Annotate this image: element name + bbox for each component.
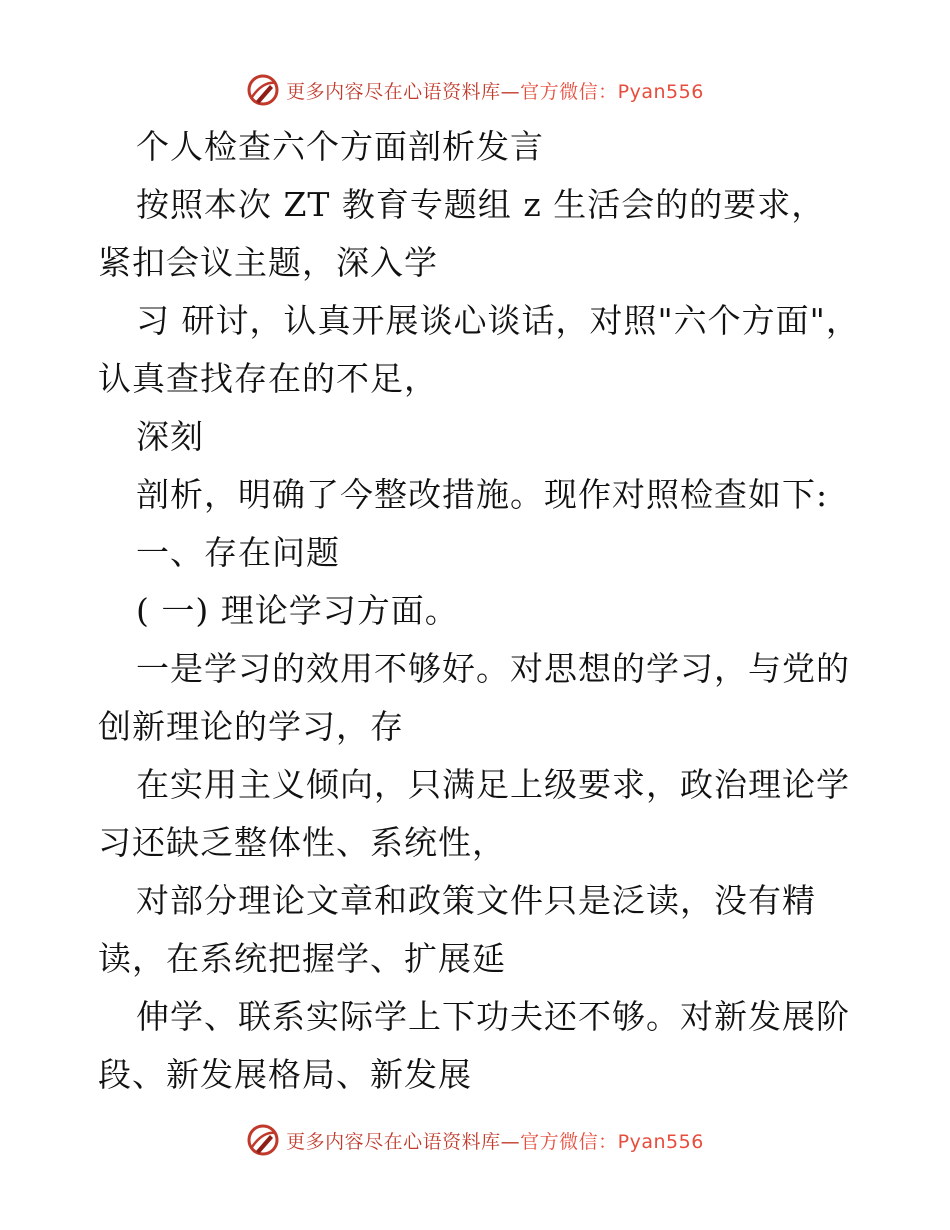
footer-watermark-banner bbox=[0, 1120, 950, 1160]
paragraph-line: 认真查找存在的不足， bbox=[98, 359, 438, 398]
paragraph-line: 紧扣会议主题，深入学 bbox=[98, 243, 438, 282]
paragraph-line: 读，在系统把握学、扩展延 bbox=[98, 939, 506, 978]
paragraph-line: 习还缺乏整体性、系统性， bbox=[98, 823, 506, 862]
paragraph-line: 一是学习的效用不够好。对思想的学习，与党的 bbox=[136, 649, 850, 688]
banner-inner bbox=[246, 1123, 704, 1157]
paragraph-line: 深刻 bbox=[136, 417, 204, 456]
banner-text: 更多内容尽在心语资料库—官方微信：Pyan556 bbox=[286, 80, 704, 103]
header-watermark-banner bbox=[0, 70, 950, 110]
document-body bbox=[98, 118, 858, 1104]
pen-logo-icon bbox=[246, 1123, 280, 1157]
subsection-heading: ( 一) 理论学习方面。 bbox=[136, 591, 459, 630]
paragraph-line: 创新理论的学习，存 bbox=[98, 707, 404, 746]
paragraph-line: 习 研讨，认真开展谈心谈话，对照"六个方面"， bbox=[136, 301, 860, 340]
paragraph-line: 段、新发展格局、新发展 bbox=[98, 1055, 472, 1094]
paragraph-line: 对部分理论文章和政策文件只是泛读，没有精 bbox=[136, 881, 816, 920]
pen-logo-icon bbox=[246, 73, 280, 107]
paragraph-line: 剖析，明确了今整改措施。现作对照检查如下: bbox=[136, 475, 829, 514]
paragraph-line: 在实用主义倾向，只满足上级要求，政治理论学 bbox=[136, 765, 850, 804]
banner-text: 更多内容尽在心语资料库—官方微信：Pyan556 bbox=[286, 1130, 704, 1153]
banner-inner bbox=[246, 73, 704, 107]
section-heading: 一、存在问题 bbox=[136, 533, 340, 572]
doc-title: 个人检查六个方面剖析发言 bbox=[136, 127, 544, 166]
paragraph-line: 伸学、联系实际学上下功夫还不够。对新发展阶 bbox=[136, 997, 850, 1036]
paragraph-line: 按照本次 ZT 教育专题组 z 生活会的的要求， bbox=[136, 185, 826, 224]
